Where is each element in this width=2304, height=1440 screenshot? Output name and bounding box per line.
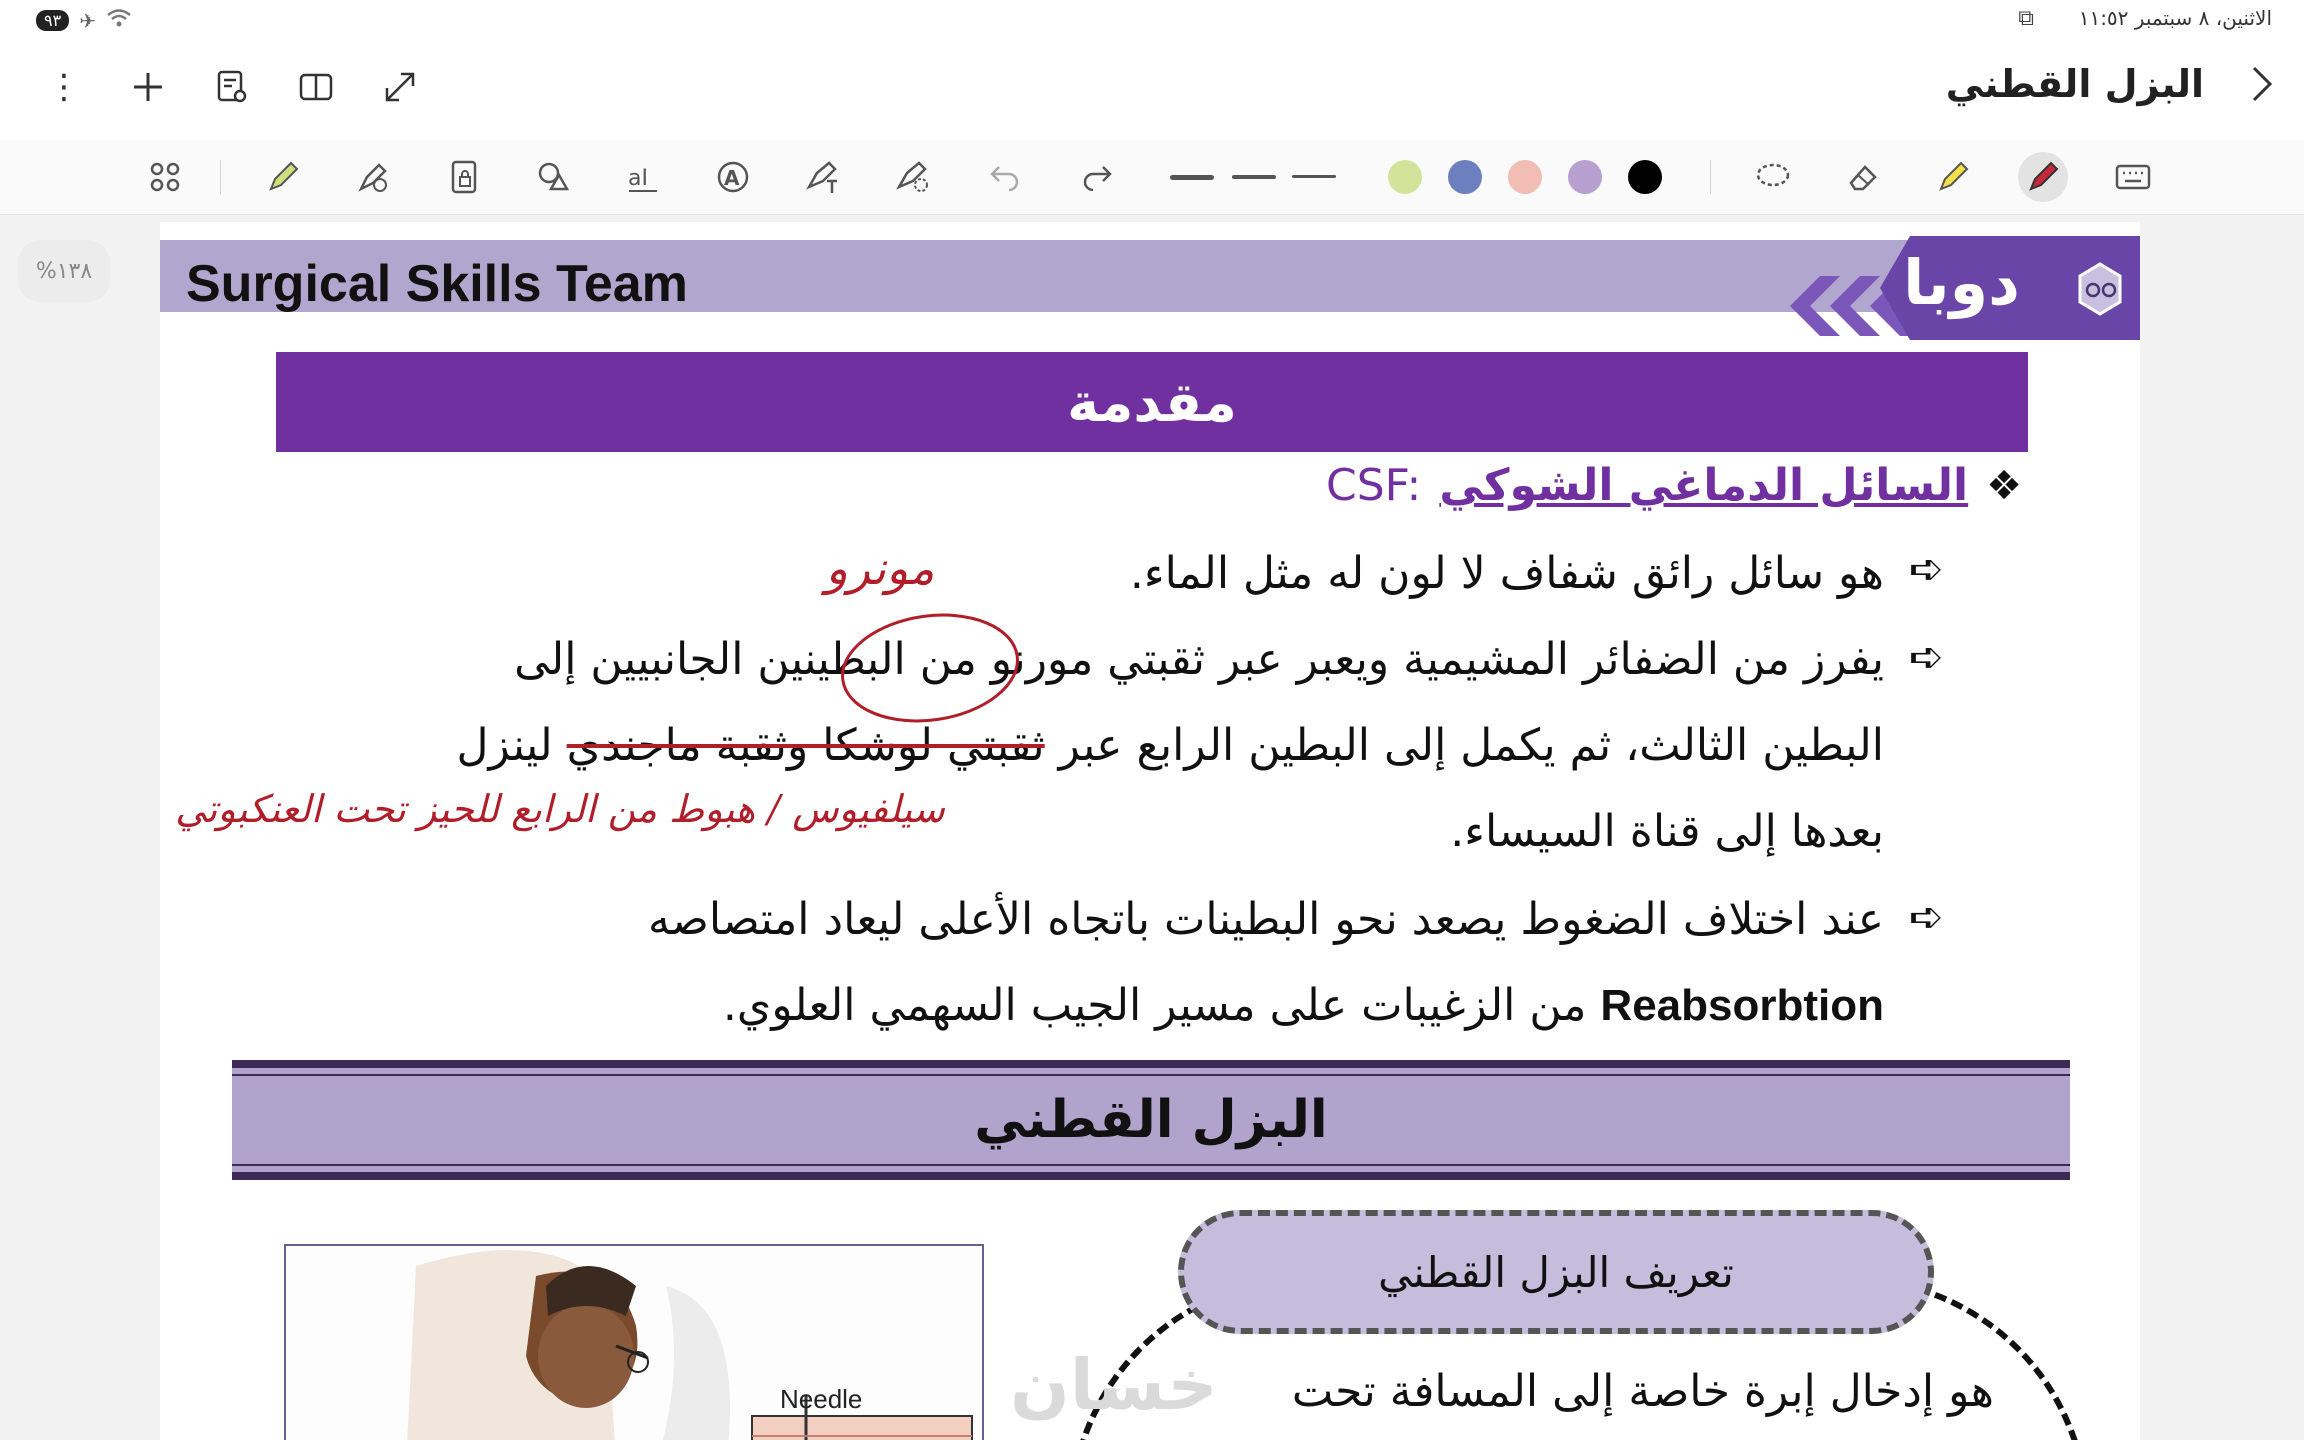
lumbar-puncture-banner: [232, 1060, 2070, 1180]
bullet-3-line-2: [723, 980, 1884, 1031]
toolbar-divider: [1710, 160, 1711, 194]
title-bar: [0, 40, 2304, 141]
color-swatch-lavender[interactable]: [1568, 160, 1602, 194]
highlighter-yellow-icon[interactable]: [1928, 152, 1978, 202]
text-tool-icon[interactable]: [618, 152, 668, 202]
more-options-icon[interactable]: ⋮: [47, 67, 81, 107]
status-left: [36, 8, 132, 33]
struck-text: ثقبتي لوشكا وثقبة ماجندي: [566, 720, 1045, 771]
add-page-icon[interactable]: [124, 62, 172, 112]
book-view-icon[interactable]: [292, 62, 340, 112]
airplane-icon: ✈: [79, 8, 96, 33]
arrow-bullet-icon: ➪: [1908, 632, 1944, 681]
lock-page-icon[interactable]: [440, 152, 490, 202]
toolbar-divider: [220, 160, 221, 194]
back-chevron-icon[interactable]: [2250, 64, 2274, 114]
bullet-3-line-1: عند اختلاف الضغوط يصعد نحو البطينات باتجاه الأعلى ليعاد امتصاصه: [647, 894, 1884, 945]
subheading-suffix: CSF:: [1326, 460, 1422, 511]
handwriting-bottom: سيلفيوس / هبوط من الرابع للحيز تحت العنكبوتي: [175, 787, 945, 831]
wifi-icon: [106, 8, 132, 33]
stroke-medium-option[interactable]: [1232, 175, 1276, 179]
needle-label: Needle: [780, 1384, 863, 1414]
stroke-thick-option[interactable]: [1170, 175, 1214, 180]
screen-record-icon: ⧉: [2018, 6, 2034, 31]
color-swatch-blue[interactable]: [1448, 160, 1482, 194]
lumbar-puncture-figure: [284, 1244, 984, 1440]
stroke-thin-option[interactable]: [1292, 175, 1336, 178]
bullet-2-line-3: بعدها إلى قناة السيساء.: [1450, 806, 1884, 857]
shapes-icon[interactable]: [528, 152, 578, 202]
arrow-bullet-icon: ➪: [1908, 892, 1944, 941]
bullet-3-line-2-rest: من الزغيبات على مسير الجيب السهمي العلوي.: [722, 980, 1601, 1031]
diamond-bullet-icon: ❖: [1986, 462, 2022, 509]
status-bar: [0, 0, 2304, 40]
handwriting-top: مونرو: [825, 541, 935, 595]
lasso-pen-icon[interactable]: [888, 152, 938, 202]
eraser-icon[interactable]: [1838, 152, 1888, 202]
title-actions: [40, 62, 424, 112]
bullet-2-line-2: [456, 720, 1884, 771]
pen-text-icon[interactable]: [798, 152, 848, 202]
bullet-2-line-1: يفرز من الضفائر المشيمية ويعبر عبر ثقبتي مورنو من البطينين الجانبيين إلى: [514, 634, 1884, 685]
patient-illustration: [286, 1246, 982, 1440]
brand-logo: [1760, 236, 2140, 340]
bullet-1-text: هو سائل رائق شفاف لا لون له مثل الماء.: [1129, 548, 1884, 599]
battery-indicator: ٩٣: [36, 10, 69, 31]
subheading-text: السائل الدماغي الشوكي: [1439, 460, 1969, 511]
definition-title: تعريف البزل القطني: [1378, 1247, 1734, 1297]
svg-text:A: A: [724, 166, 740, 190]
watermark: خسان: [1010, 1344, 1218, 1426]
highlighter-green-icon[interactable]: [258, 152, 308, 202]
team-name: Surgical Skills Team: [186, 255, 688, 313]
definition-title-pill: [1178, 1210, 1934, 1334]
svg-text:aI: aI: [628, 166, 648, 191]
expand-icon[interactable]: [376, 62, 424, 112]
color-swatch-pink[interactable]: [1508, 160, 1542, 194]
document-title: البزل القطني: [1945, 62, 2204, 106]
bullet-2-line-2-pre: البطين الثالث، ثم يكمل إلى البطين الرابع عبر: [1044, 720, 1884, 771]
color-swatch-lime[interactable]: [1388, 160, 1422, 194]
csf-subheading: [1326, 460, 2022, 511]
zoom-level-badge[interactable]: %١٣٨: [18, 240, 110, 302]
bullet-2-line-2-post: لينزل: [456, 720, 567, 771]
pen-clock-icon[interactable]: [348, 152, 398, 202]
logo-text: دوبا: [1903, 246, 2020, 319]
reabsorption-term: Reabsorbtion: [1600, 981, 1884, 1030]
keyboard-icon[interactable]: [2108, 152, 2158, 202]
page-header: [160, 240, 2140, 319]
document-page[interactable]: [160, 222, 2140, 1440]
redo-icon[interactable]: [1072, 152, 1122, 202]
pen-red-icon[interactable]: [2018, 152, 2068, 202]
ink-to-text-icon[interactable]: [708, 152, 758, 202]
intro-banner: مقدمة: [276, 352, 2028, 452]
color-swatch-black[interactable]: [1628, 160, 1662, 194]
section-title: البزل القطني: [974, 1090, 1328, 1150]
drawing-toolbar: [0, 140, 2304, 215]
undo-icon[interactable]: [980, 152, 1030, 202]
lasso-select-icon[interactable]: [1748, 152, 1798, 202]
apps-grid-icon[interactable]: [140, 152, 190, 202]
arrow-bullet-icon: ➪: [1908, 544, 1944, 593]
status-datetime: الاثنين، ٨ سبتمبر ١١:٥٢: [2078, 6, 2272, 30]
definition-text: هو إدخال إبرة خاصة إلى المسافة تحت: [1291, 1366, 1994, 1417]
page-settings-icon[interactable]: [208, 62, 256, 112]
